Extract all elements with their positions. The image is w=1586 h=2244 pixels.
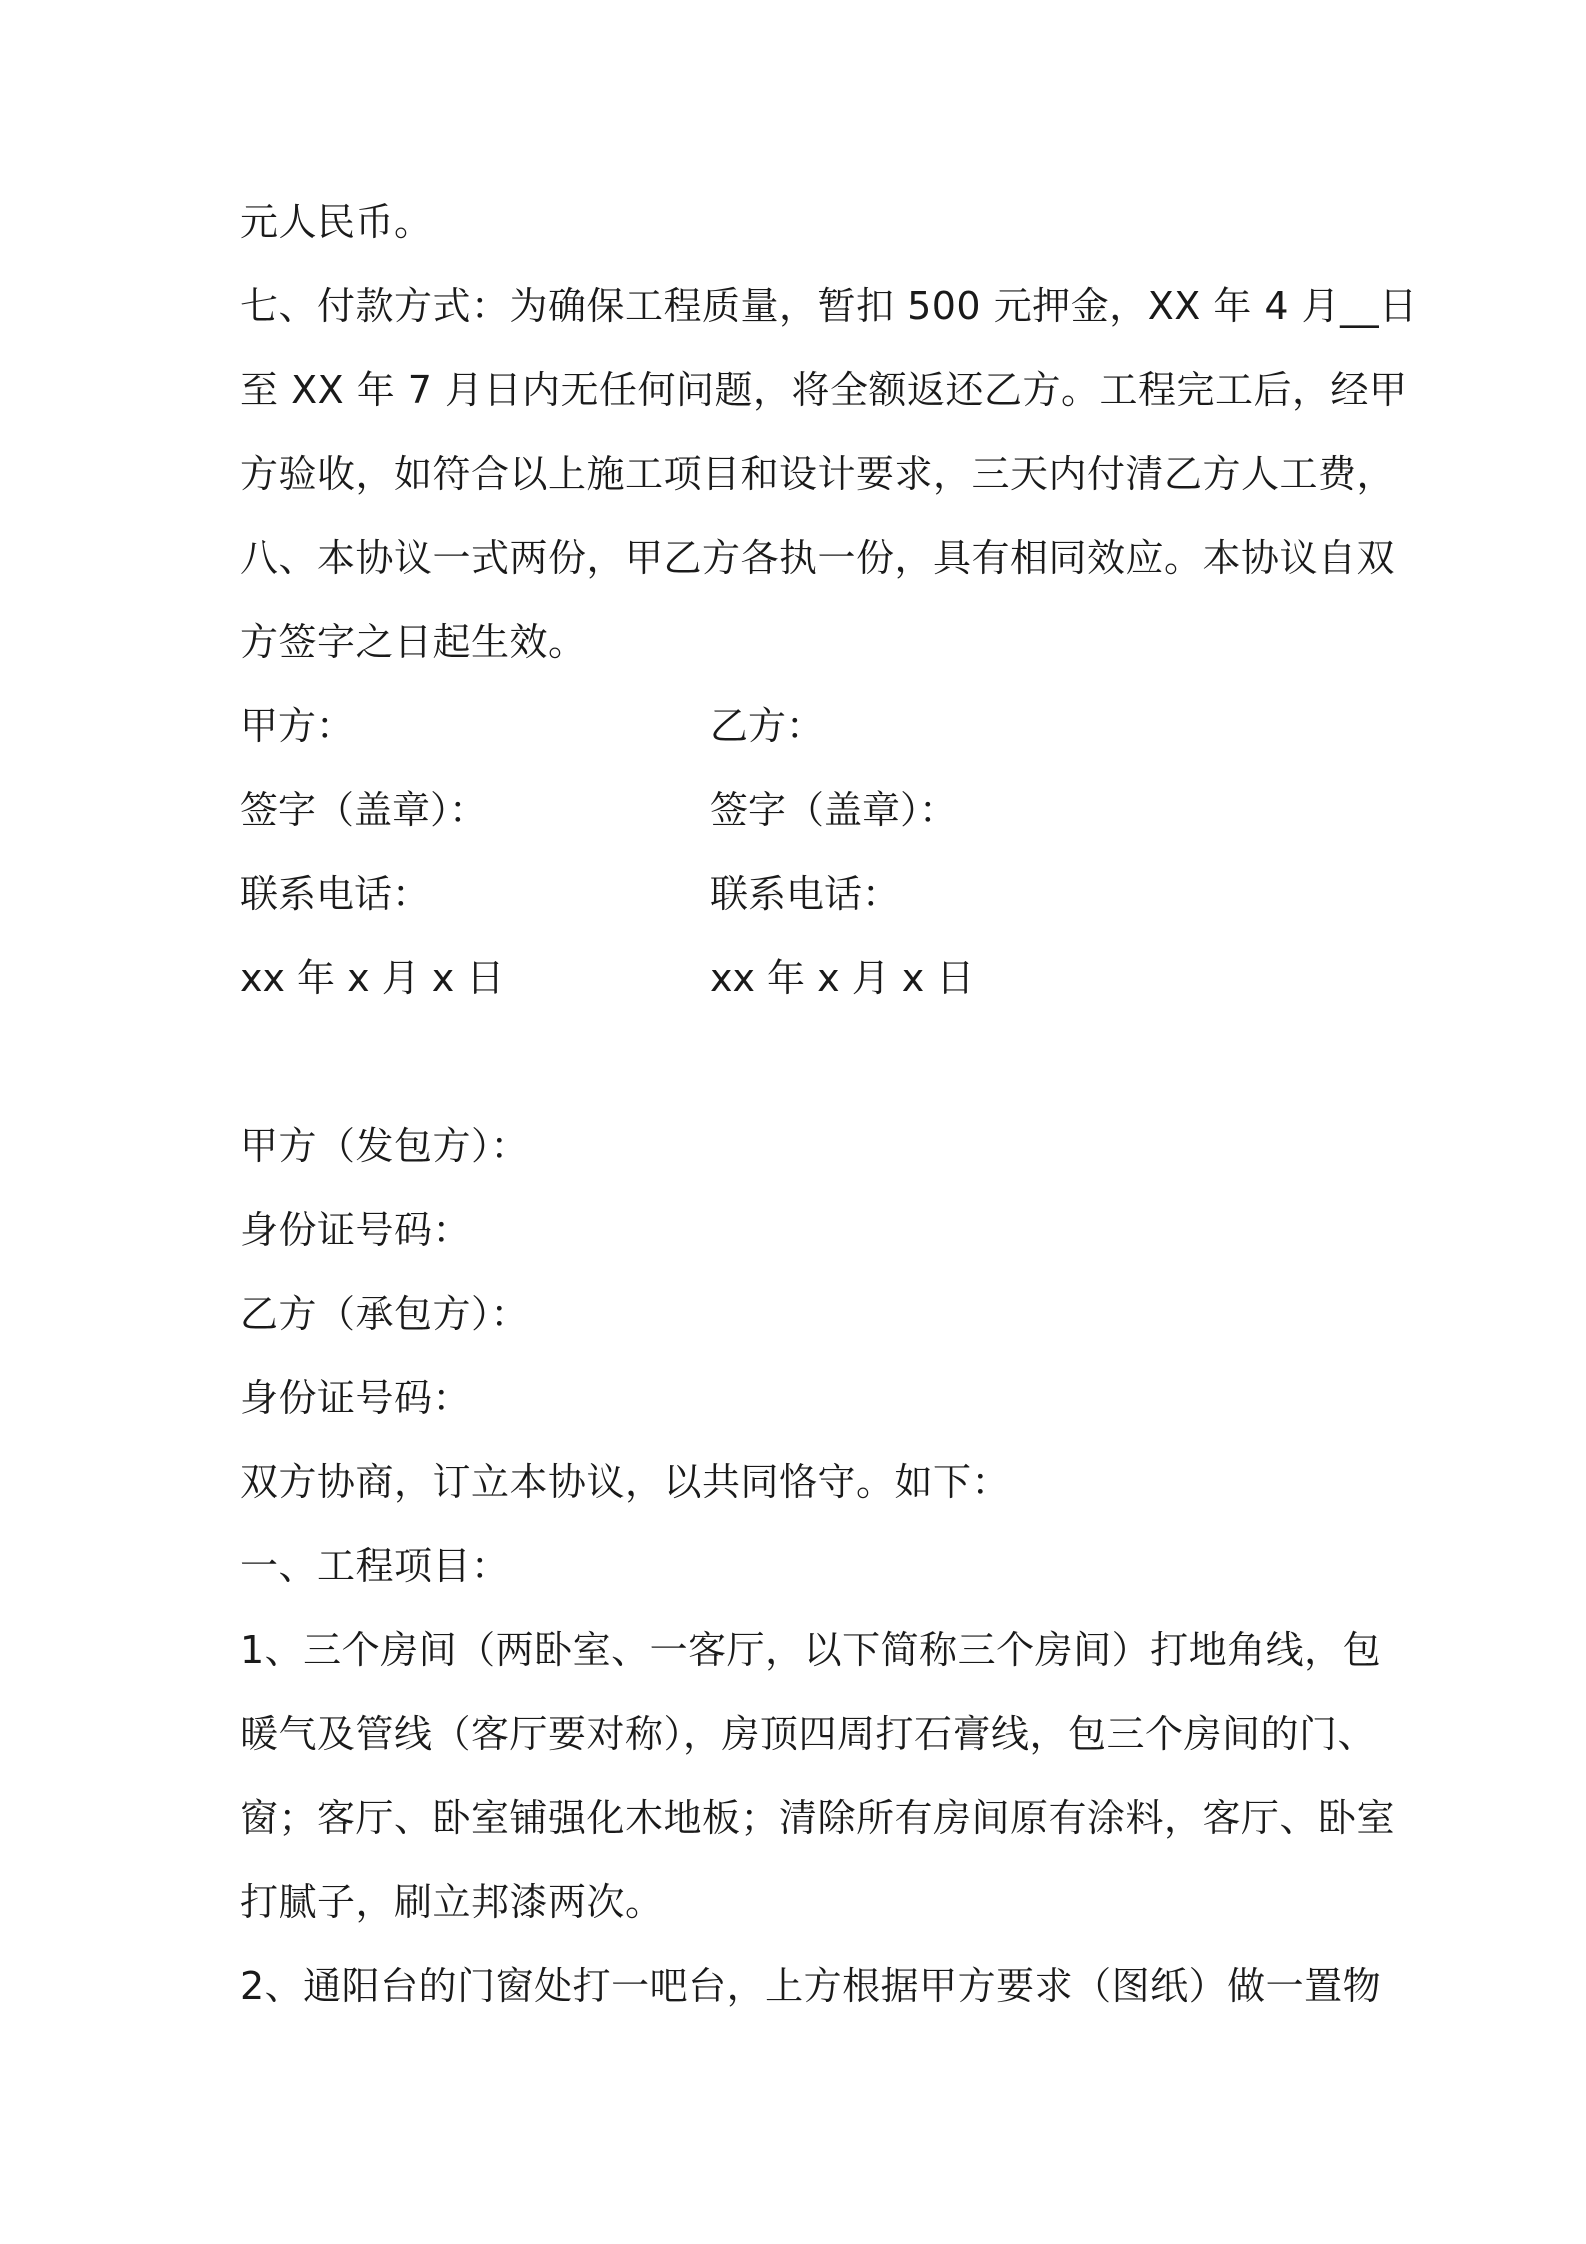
text-line: 一、工程项目：: [240, 1544, 510, 1588]
text-line: 七、付款方式：为确保工程质量，暂扣 500 元押金，XX 年 4 月__日: [240, 284, 1418, 328]
text-line: 甲方（发包方）：: [240, 1124, 530, 1168]
text-line: 乙方（承包方）：: [240, 1292, 530, 1336]
text-line: 元人民币。: [240, 200, 433, 244]
contract-page: [240, 180, 1418, 2028]
signature-row-party: [240, 684, 1360, 768]
text-line: 1、三个房间（两卧室、一客厅，以下简称三个房间）打地角线，包: [240, 1628, 1382, 1672]
party-b-label: 乙方：: [710, 704, 825, 748]
party-b-sign-label: 签字（盖章）：: [710, 788, 958, 832]
party-b-phone-label: 联系电话：: [710, 872, 901, 916]
text-line: 打腻子，刷立邦漆两次。: [240, 1880, 664, 1924]
text-line: 方签字之日起生效。: [240, 620, 587, 664]
party-a-date: xx 年 x 月 x 日: [240, 956, 505, 1000]
signature-row-phone: [240, 852, 1360, 936]
text-line: 身份证号码：: [240, 1208, 472, 1252]
text-line: 方验收，如符合以上施工项目和设计要求，三天内付清乙方人工费，: [240, 452, 1396, 496]
party-a-label: 甲方：: [240, 704, 355, 748]
text-line: 暖气及管线（客厅要对称），房顶四周打石膏线，包三个房间的门、: [240, 1712, 1377, 1756]
signature-block: [240, 684, 1360, 1020]
party-a-phone-label: 联系电话：: [240, 872, 431, 916]
text-line: 2、通阳台的门窗处打一吧台，上方根据甲方要求（图纸）做一置物: [240, 1964, 1382, 2008]
signature-row-date: [240, 936, 1360, 1020]
signature-row-sign: [240, 768, 1360, 852]
text-line: 至 XX 年 7 月日内无任何问题，将全额返还乙方。工程完工后，经甲: [240, 368, 1408, 412]
agreement-body: [240, 1104, 1396, 2028]
text-line: 身份证号码：: [240, 1376, 472, 1420]
payment-clause: [240, 180, 1418, 684]
section-spacer: [240, 1020, 1360, 1104]
text-line: 八、本协议一式两份，甲乙方各执一份，具有相同效应。本协议自双: [240, 536, 1396, 580]
text-line: 窗；客厅、卧室铺强化木地板；清除所有房间原有涂料，客厅、卧室: [240, 1796, 1396, 1840]
party-a-sign-label: 签字（盖章）：: [240, 788, 488, 832]
text-line: 双方协商，订立本协议，以共同恪守。如下：: [240, 1460, 1011, 1504]
party-b-date: xx 年 x 月 x 日: [710, 956, 975, 1000]
